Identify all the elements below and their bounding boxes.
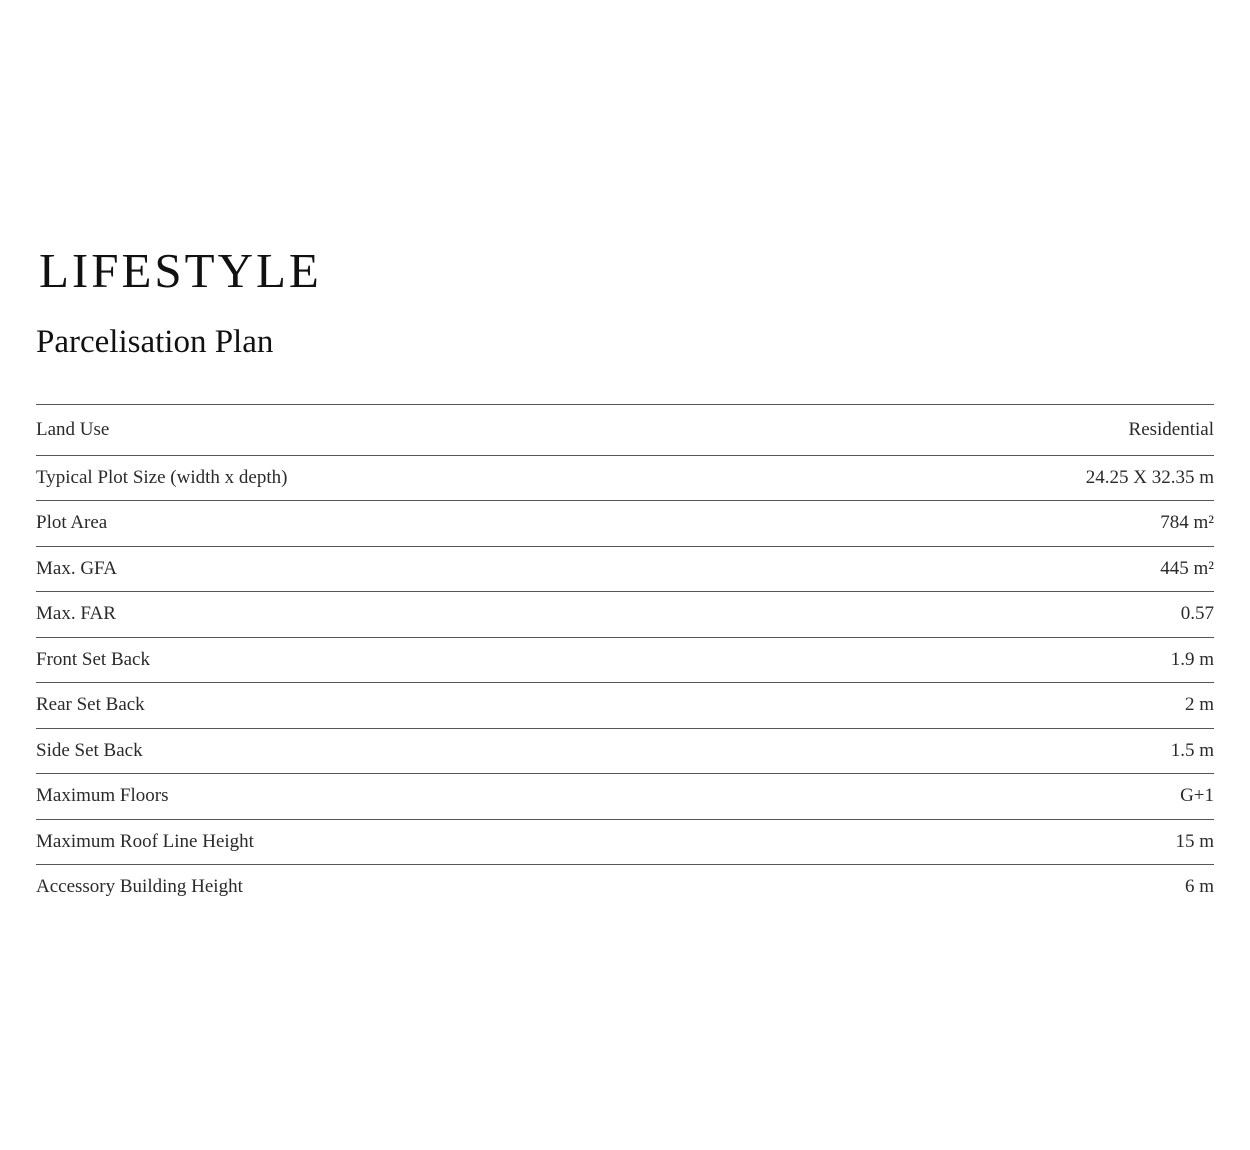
section-title: Parcelisation Plan: [36, 324, 274, 360]
spec-value: 1.9 m: [1170, 648, 1214, 670]
spec-value: G+1: [1180, 785, 1214, 807]
spec-label: Plot Area: [36, 512, 108, 534]
spec-value: 2 m: [1184, 694, 1214, 716]
spec-row-maximum-roof-line-height: [36, 820, 1214, 866]
spec-row-rear-set-back: [36, 683, 1214, 729]
spec-row-typical-plot-size: [36, 456, 1214, 502]
spec-row-accessory-building-height: [36, 865, 1214, 910]
spec-label: Max. FAR: [36, 603, 116, 625]
spec-value: Residential: [1128, 418, 1214, 440]
spec-value: 784 m²: [1160, 512, 1214, 534]
spec-value: 0.57: [1180, 603, 1214, 625]
spec-label: Front Set Back: [36, 648, 150, 670]
spec-label: Maximum Floors: [36, 785, 169, 807]
spec-label: Maximum Roof Line Height: [36, 830, 254, 852]
spec-label: Accessory Building Height: [36, 876, 243, 898]
spec-label: Land Use: [36, 418, 110, 440]
spec-label: Max. GFA: [36, 557, 117, 579]
spec-row-max-far: [36, 592, 1214, 638]
spec-value: 6 m: [1184, 876, 1214, 898]
spec-value: 15 m: [1175, 830, 1214, 852]
spec-row-max-gfa: [36, 547, 1214, 593]
spec-label: Side Set Back: [36, 739, 143, 761]
spec-row-land-use: [36, 405, 1214, 456]
spec-value: 445 m²: [1160, 557, 1214, 579]
spec-row-front-set-back: [36, 638, 1214, 684]
spec-value: 1.5 m: [1170, 739, 1214, 761]
brand-title: LIFESTYLE: [39, 243, 322, 298]
spec-label: Typical Plot Size (width x depth): [36, 466, 288, 488]
spec-value: 24.25 X 32.35 m: [1085, 466, 1214, 488]
spec-label: Rear Set Back: [36, 694, 145, 716]
spec-table: [36, 404, 1214, 910]
spec-row-side-set-back: [36, 729, 1214, 775]
spec-row-maximum-floors: [36, 774, 1214, 820]
spec-row-plot-area: [36, 501, 1214, 547]
